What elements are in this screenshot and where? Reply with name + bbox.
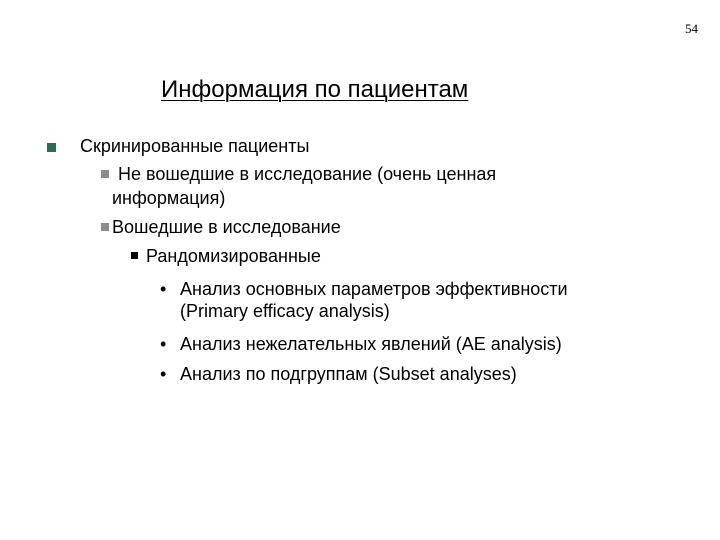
screened-patients-text: Скринированные пациенты [80, 136, 310, 156]
round-bullet-icon: • [160, 364, 167, 384]
page-number: 54 [685, 21, 698, 36]
included-text: Вошедшие в исследование [112, 217, 341, 237]
randomized-text: Рандомизированные [146, 246, 321, 266]
ae-analysis-text: Анализ нежелательных явлений (AE analysis) [180, 334, 562, 354]
black-square-bullet-icon [131, 252, 138, 259]
slide-title: Информация по пациентам [161, 76, 469, 103]
round-bullet-icon: • [160, 334, 167, 354]
round-bullet-icon: • [160, 279, 167, 299]
green-square-bullet-icon [47, 143, 56, 152]
primary-efficacy-text-line1: Анализ основных параметров эффективности [180, 279, 568, 299]
not-included-text-line1: Не вошедшие в исследование (очень ценная [118, 164, 497, 184]
gray-square-bullet-icon [101, 223, 109, 231]
not-included-text-line2: информация) [112, 188, 226, 208]
gray-square-bullet-icon [101, 170, 109, 178]
primary-efficacy-text-line2: (Primary efficacy analysis) [180, 301, 390, 321]
subset-analyses-text: Анализ по подгруппам (Subset analyses) [180, 364, 517, 384]
